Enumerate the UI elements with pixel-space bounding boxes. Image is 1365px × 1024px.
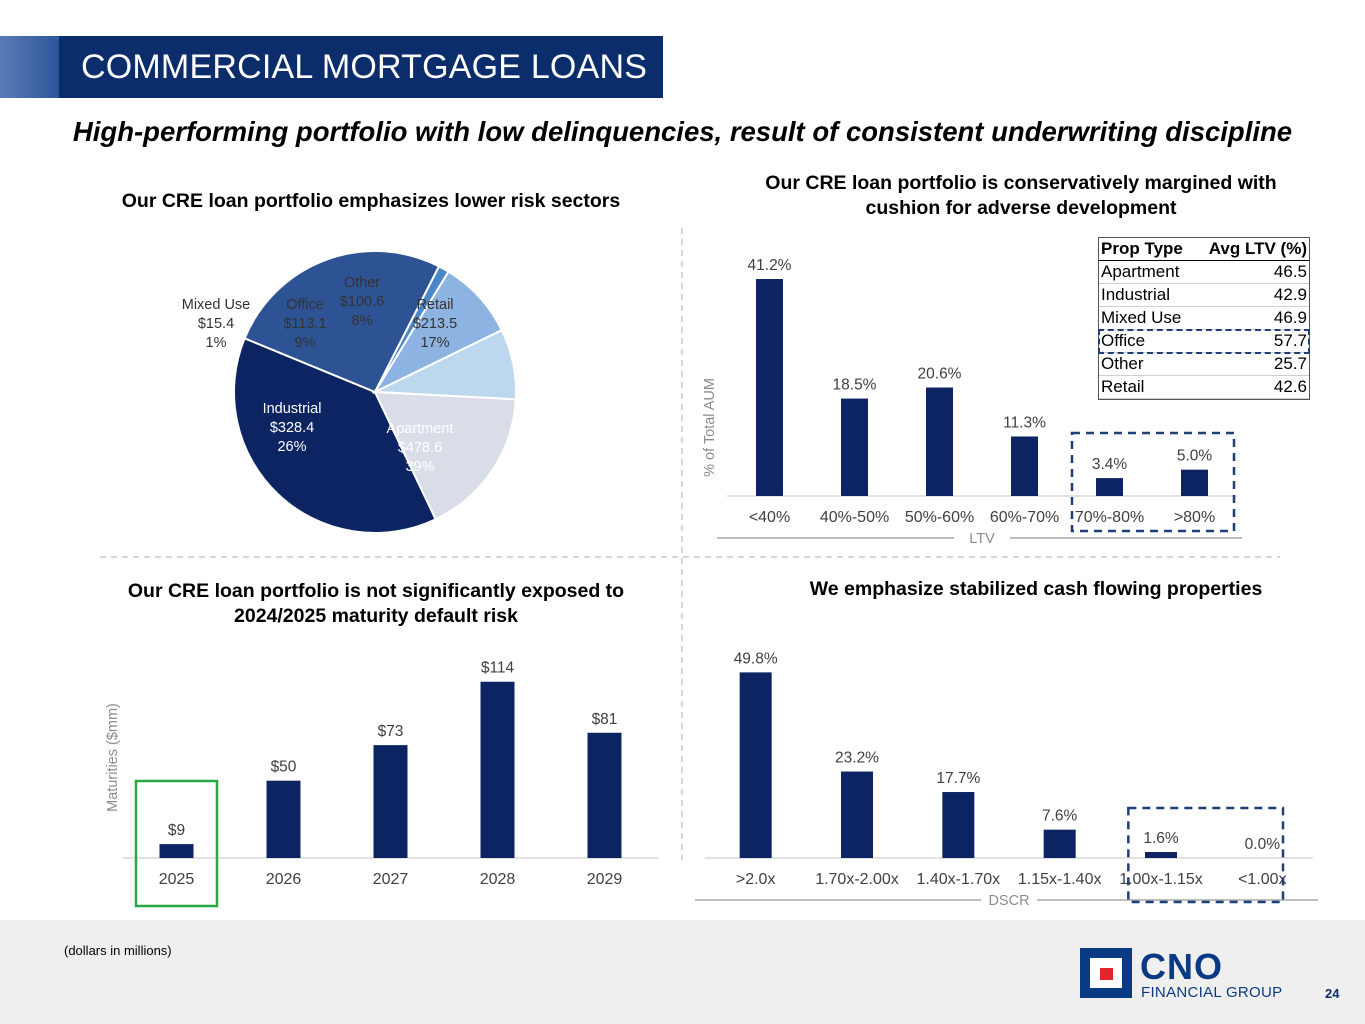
bar [841, 772, 873, 858]
cno-logo-text: CNO [1140, 946, 1223, 987]
page-title: COMMERCIAL MORTGAGE LOANS [59, 36, 663, 98]
x-axis-label: LTV [969, 531, 995, 547]
maturity-bar-chart [95, 630, 675, 915]
pie-label: $100.6 [339, 294, 385, 310]
bar [588, 733, 622, 858]
page-subtitle: High-performing portfolio with low delinquencies, result of consistent underwriting discipline [72, 116, 1293, 147]
y-axis-label: Maturities ($mm) [105, 703, 121, 812]
x-tick-label: 2025 [158, 871, 195, 888]
bar-value-label: $114 [480, 659, 515, 677]
pie-label: 17% [420, 335, 450, 351]
bar [942, 792, 974, 858]
bar [756, 279, 783, 496]
x-tick-label: 1.70x-2.00x [815, 871, 899, 888]
ltv-table [1098, 237, 1310, 400]
pie-label: Other [343, 275, 381, 291]
x-tick-label: 40%-50% [819, 509, 890, 526]
bar [1096, 478, 1123, 496]
bar-value-label: $81 [591, 710, 618, 728]
table-row [1099, 353, 1309, 376]
dscr-bar-chart [690, 620, 1330, 915]
pie-label: Apartment [386, 421, 454, 437]
x-tick-label: >2.0x [735, 871, 776, 888]
bar-value-label: 7.6% [1041, 807, 1078, 825]
x-tick-label: 1.15x-1.40x [1017, 871, 1102, 888]
bar-value-label: 18.5% [832, 376, 877, 394]
bar [740, 672, 772, 858]
table-cell: 42.9 [1195, 284, 1309, 307]
bar [481, 682, 515, 858]
pie-label: $478.6 [397, 440, 443, 456]
pie-label: 1% [205, 335, 227, 351]
bar-value-label: $73 [377, 723, 404, 741]
bar [374, 745, 408, 858]
table-cell: Other [1099, 353, 1195, 376]
bar-value-label: 1.6% [1143, 830, 1179, 848]
x-tick-label: 50%-60% [904, 509, 975, 526]
pie-label: $213.5 [412, 316, 458, 332]
x-axis-label: DSCR [988, 893, 1030, 909]
pie-label: Mixed Use [181, 297, 251, 313]
x-tick-label: 2028 [479, 871, 516, 888]
maturity-chart-title: Our CRE loan portfolio is not significantly exposed to 2024/2025 maturity default risk [127, 580, 625, 627]
bar-value-label: $9 [167, 822, 186, 840]
bar [1044, 830, 1076, 858]
table-cell: 46.9 [1195, 307, 1309, 330]
bar-value-label: 0.0% [1244, 836, 1281, 853]
x-tick-label: 1.40x-1.70x [916, 871, 1001, 888]
x-tick-label: 1.00x-1.15x [1119, 871, 1203, 888]
x-tick-label: <40% [748, 509, 791, 526]
x-tick-label: 2026 [265, 871, 302, 888]
pie-label: Industrial [262, 401, 322, 417]
table-row [1099, 284, 1309, 307]
bar [926, 388, 953, 496]
pie-label: 39% [405, 459, 435, 475]
table-cell: Industrial [1099, 284, 1195, 307]
bar [1145, 852, 1177, 858]
bar-value-label: 23.2% [835, 749, 879, 767]
pie-label: $113.1 [283, 316, 327, 332]
pie-label: $15.4 [197, 316, 235, 332]
bar [160, 844, 194, 858]
bar-value-label: 49.8% [733, 650, 778, 668]
pie-label: 26% [277, 439, 307, 455]
x-tick-label: 70%-80% [1074, 509, 1145, 526]
bar-value-label: 11.3% [1003, 414, 1046, 432]
ltv-chart-title: Our CRE loan portfolio is conservatively margined with cushion for adverse development [765, 172, 1277, 219]
table-row [1099, 307, 1309, 330]
table-cell: 57.7 [1195, 330, 1309, 353]
bar [841, 399, 868, 496]
dscr-chart-title: We emphasize stabilized cash flowing properties [809, 578, 1263, 600]
table-cell: Office [1099, 330, 1195, 353]
pie-chart-title: Our CRE loan portfolio emphasizes lower risk sectors [121, 190, 621, 212]
x-tick-label: 2027 [372, 871, 409, 888]
table-cell: Mixed Use [1099, 307, 1195, 330]
table-cell: Apartment [1099, 261, 1195, 284]
pie-label: Office [286, 297, 324, 313]
table-row [1099, 261, 1309, 284]
table-cell: 25.7 [1195, 353, 1309, 376]
page-number: 24 [1325, 986, 1340, 1001]
bar-value-label: 17.7% [936, 770, 981, 788]
bar [1181, 470, 1208, 496]
x-tick-label: <1.00x [1238, 871, 1287, 888]
x-tick-label: 2029 [586, 871, 623, 888]
table-row [1099, 376, 1309, 399]
bar-value-label: 20.6% [917, 365, 962, 383]
pie-label: $328.4 [269, 420, 315, 436]
bar-value-label: 3.4% [1091, 456, 1128, 474]
bar-value-label: 41.2% [747, 257, 792, 275]
bar-value-label: $50 [270, 758, 297, 776]
footnote: (dollars in millions) [64, 943, 172, 958]
ltv-table-header-prop: Prop Type [1099, 238, 1195, 261]
bar [267, 781, 301, 858]
x-tick-label: >80% [1173, 509, 1216, 526]
pie-label: 9% [294, 335, 316, 351]
table-cell: 42.6 [1195, 376, 1309, 399]
bar [1011, 436, 1038, 496]
ltv-table-header-ltv: Avg LTV (%) [1195, 238, 1309, 261]
cno-logo-red-square [1100, 968, 1113, 980]
table-row-highlighted [1099, 330, 1309, 353]
pie-label: Retail [416, 297, 454, 313]
cno-logo-subtext: FINANCIAL GROUP [1141, 984, 1283, 1001]
x-tick-label: 60%-70% [989, 509, 1060, 526]
pie-chart [150, 235, 630, 545]
pie-label: 8% [351, 313, 373, 329]
bar-value-label: 5.0% [1176, 447, 1213, 465]
table-cell: Retail [1099, 376, 1195, 399]
y-axis-label: % of Total AUM [702, 378, 718, 477]
table-cell: 46.5 [1195, 261, 1309, 284]
